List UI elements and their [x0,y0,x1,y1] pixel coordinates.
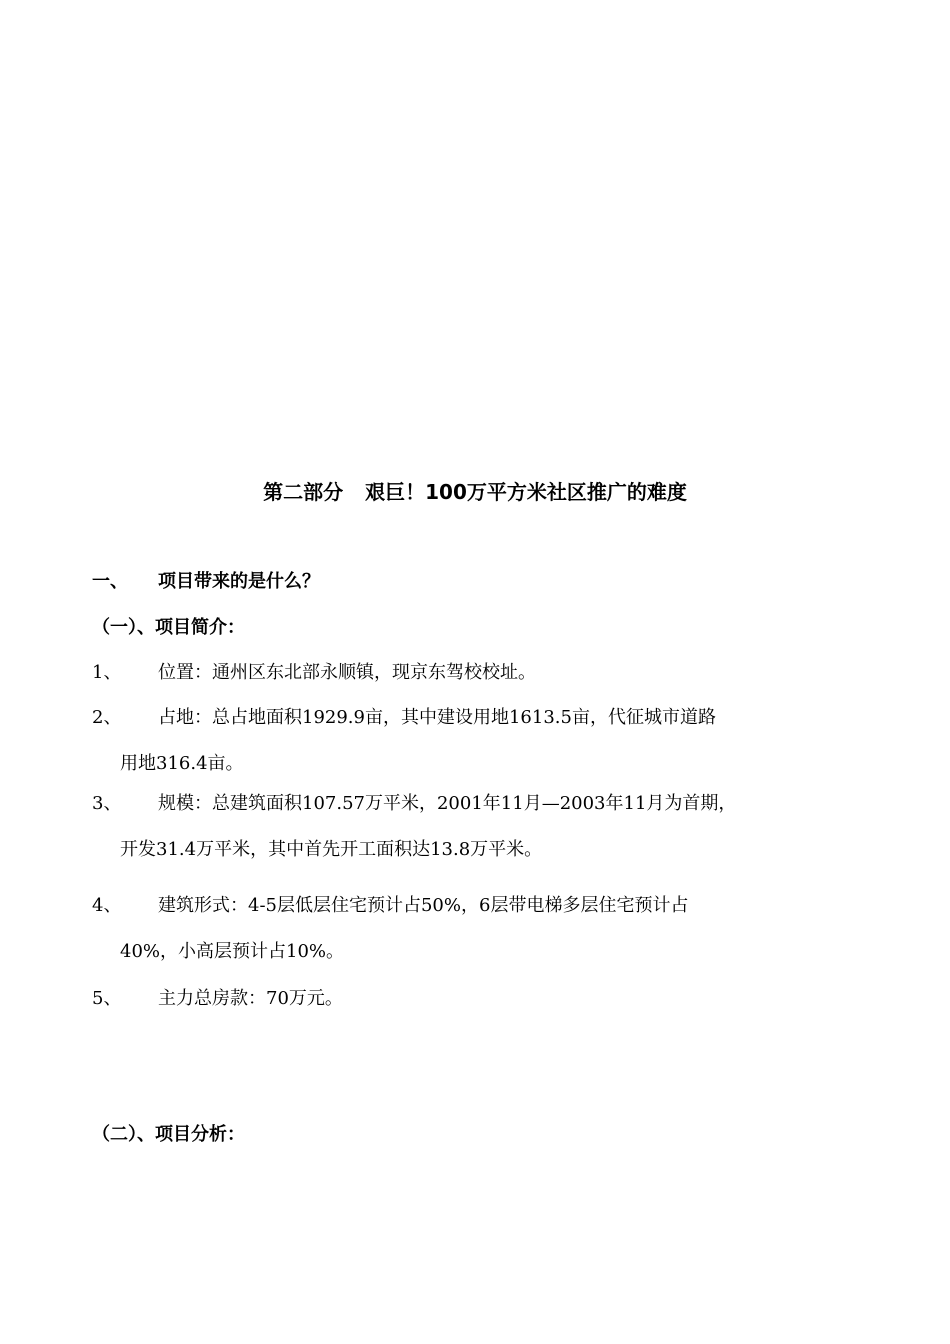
list-item-number: 1、 [92,662,122,683]
list-item-text: 位置：通州区东北部永顺镇，现京东驾校校址。 [158,662,536,683]
list-item-number: 2、 [92,707,122,728]
list-item-text: 占地：总占地面积1929.9亩，其中建设用地1613.5亩，代征城市道路 [158,707,716,728]
title-headline: 艰巨！100万平方米社区推广的难度 [365,480,687,504]
list-item-text: 规模：总建筑面积107.57万平米，2001年11月—2003年11月为首期， [158,793,737,814]
list-item-number: 3、 [92,793,122,814]
title-part: 第二部分 [263,480,344,504]
subsection-heading-2: （二）、项目分析： [92,1124,245,1145]
list-item [92,883,872,975]
list-item-continuation: 用地316.4亩。 [120,753,244,774]
list-item [92,781,872,873]
list-item-number: 5、 [92,988,122,1009]
list-item-continuation: 40%，小高层预计占10%。 [120,941,345,962]
page-title [0,474,950,510]
list-item [92,650,872,696]
list-item [92,976,872,1022]
list-item [92,695,872,787]
list-item-number: 4、 [92,895,122,916]
section-number: 一、 [92,571,128,592]
section-heading-1 [92,567,320,597]
list-item-text: 主力总房款：70万元。 [158,988,343,1009]
list-item-text: 建筑形式：4-5层低层住宅预计占50%，6层带电梯多层住宅预计占 [158,895,689,916]
list-item-continuation: 开发31.4万平米，其中首先开工面积达13.8万平米。 [120,839,543,860]
subsection-heading-1: （一）、项目简介： [92,617,245,638]
section-title: 项目带来的是什么？ [158,571,320,592]
